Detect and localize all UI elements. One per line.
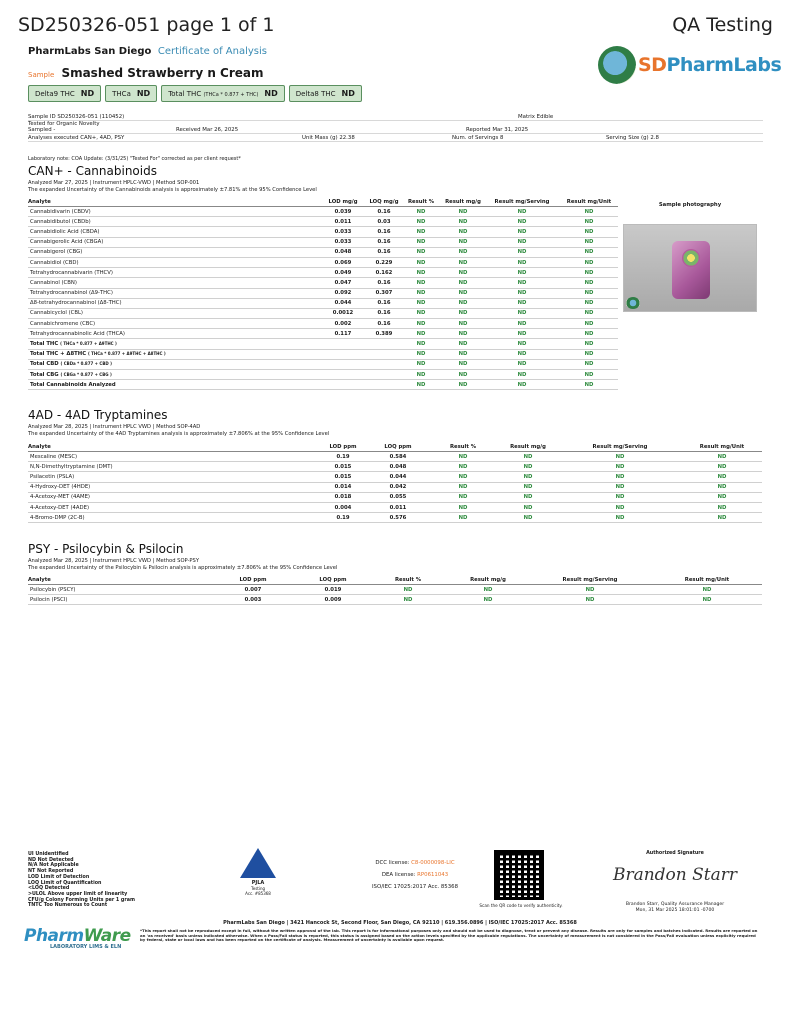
disclaimer: *This report shall not be reproduced except in full, without the written approval of the lab. This report is for informational purposes only and should not be used to diagnose, treat or prevent any disease. Results are only for samples and batches indicated. Results are reported on an 'as received' basis unless indicated otherwise. When a Pass/Fail status is reported, this status is assigned based on the action levels specified by the applicable regulations. The uncertainty of measurement is not considered in the Pass/Fail evaluation unless explicitly required by federal, state or local laws and has been reported on the certificate of analysis. Measurement of uncertainty is available upon request.: [140, 928, 758, 943]
result-mgunit-cell: ND: [560, 207, 618, 217]
result-mgserving-cell: ND: [484, 247, 560, 257]
result-mgserving-cell: ND: [484, 359, 560, 369]
legend-item: LOQ Limit of Quantification: [28, 880, 102, 886]
result-mgunit-cell: ND: [560, 288, 618, 298]
analyte-cell: Psilocin (PSCI): [28, 595, 208, 605]
cannabinoids-table: [28, 198, 618, 390]
result-mgserving-cell: ND: [484, 329, 560, 339]
loq-cell: 0.019: [298, 585, 368, 595]
result-mgunit-cell: ND: [560, 227, 618, 237]
analyte-cell: Tetrahydrocannabinol (Δ9-THC): [28, 288, 318, 298]
dea-license: RP0611043: [417, 872, 449, 878]
table-header-row: [28, 198, 618, 207]
matrix: Matrix Edible: [518, 113, 554, 120]
result-mgunit-cell: ND: [560, 329, 618, 339]
result-mgunit-cell: ND: [560, 257, 618, 267]
loq-cell: 0.307: [368, 288, 400, 298]
result-pct-cell: ND: [428, 482, 498, 492]
total-row: [28, 370, 618, 380]
result-mgserving-cell: ND: [558, 452, 682, 462]
legend-item: >ULOL Above upper limit of linearity: [28, 891, 128, 897]
result-pct-cell: ND: [428, 472, 498, 482]
psilocybin-section-title: PSY - Psilocybin & Psilocin: [28, 542, 184, 556]
table-row: [28, 257, 618, 267]
badge-delta9-thc: Delta9 THC ND: [28, 85, 101, 102]
result-mgg-cell: ND: [498, 513, 558, 523]
logo-prefix: SD: [638, 54, 667, 76]
result-mgunit-cell: ND: [652, 595, 762, 605]
abbreviation-legend: [28, 852, 135, 909]
lod-cell: 0.092: [318, 288, 368, 298]
legend-item: <LOQ Detected: [28, 886, 70, 892]
tested-for: Tested for Organic Novelty: [28, 121, 100, 128]
result-pct-cell: ND: [400, 298, 442, 308]
pjla-accreditation: PJLA Testing Acc. #85368: [232, 848, 284, 906]
watermark-logo-icon: [626, 297, 640, 309]
result-mgserving-cell: ND: [484, 339, 560, 349]
analyte-cell: Total CBG ( CBGa * 0.877 + CBG ): [28, 370, 318, 380]
lod-cell: 0.069: [318, 257, 368, 267]
lab-name-line: [28, 46, 267, 57]
result-mgg-cell: ND: [498, 502, 558, 512]
result-mgunit-cell: ND: [682, 492, 762, 502]
result-pct-cell: ND: [428, 452, 498, 462]
psilocybin-uncertainty: The expanded Uncertainty of the Psilocybin & Psilocin analysis is approximately ±7.806% at the 95% Confidence Level: [28, 565, 338, 571]
signature: Brandon Starr: [612, 865, 738, 885]
result-pct-cell: ND: [368, 595, 448, 605]
result-mgg-cell: ND: [448, 585, 528, 595]
result-mgserving-cell: ND: [484, 278, 560, 288]
lod-cell: 0.049: [318, 268, 368, 278]
table-row: [28, 595, 762, 605]
table-row: [28, 247, 618, 257]
lod-cell: 0.19: [318, 452, 368, 462]
table-row: [28, 329, 618, 339]
loq-cell: 0.009: [298, 595, 368, 605]
sampled: Sampled -: [28, 127, 56, 134]
result-mgunit-cell: ND: [682, 502, 762, 512]
lod-cell: 0.048: [318, 247, 368, 257]
result-pct-cell: ND: [400, 288, 442, 298]
dcc-license: C8-0000098-LIC: [411, 860, 455, 866]
table-row: [28, 207, 618, 217]
table-row: [28, 227, 618, 237]
total-row: [28, 359, 618, 369]
result-mgg-cell: ND: [442, 380, 484, 390]
qr-caption: Scan the QR code to verify authenticity.: [479, 903, 563, 908]
result-mgserving-cell: ND: [558, 502, 682, 512]
serving-size: Serving Size (g) 2.8: [606, 134, 659, 141]
legend-item: NT Not Reported: [28, 869, 74, 875]
result-mgg-cell: ND: [442, 237, 484, 247]
lod-cell: 0.018: [318, 492, 368, 502]
result-mgunit-cell: ND: [560, 339, 618, 349]
badge-thca: THCa ND: [105, 85, 157, 102]
loq-cell: 0.576: [368, 513, 428, 523]
result-mgunit-cell: ND: [682, 462, 762, 472]
result-mgserving-cell: ND: [558, 472, 682, 482]
analyte-cell: Total CBD ( CBDa * 0.877 + CBD ): [28, 359, 318, 369]
table-row: [28, 513, 762, 523]
result-mgserving-cell: ND: [558, 492, 682, 502]
result-mgunit-cell: ND: [560, 370, 618, 380]
signatory: Brandon Starr, Quality Assurance Manager Mon, 31 Mar 2025 18:01:01 -0700: [625, 902, 725, 913]
analyte-cell: Psilocybin (PSCY): [28, 585, 208, 595]
legend-item: UI Unidentified: [28, 852, 69, 857]
legend-item: N/A Not Applicable: [28, 863, 79, 869]
col-result-mgunit: Result mg/Unit: [560, 198, 618, 207]
analyte-cell: Total Cannabinoids Analyzed: [28, 380, 318, 390]
total-row: [28, 380, 618, 390]
table-row: [28, 308, 618, 318]
sample-line: [28, 66, 264, 80]
table-row: [28, 217, 618, 227]
result-mgserving-cell: ND: [484, 207, 560, 217]
analyte-cell: Cannabigerol (CBG): [28, 247, 318, 257]
result-mgg-cell: ND: [498, 462, 558, 472]
unit-mass: Unit Mass (g) 22.38: [302, 134, 355, 141]
analyte-cell: Tetrahydrocannabivarin (THCV): [28, 268, 318, 278]
lod-cell: 0.007: [208, 585, 298, 595]
loq-cell: 0.162: [368, 268, 400, 278]
col-analyte: Analyte: [28, 198, 318, 207]
loq-cell: 0.044: [368, 472, 428, 482]
result-mgg-cell: ND: [442, 329, 484, 339]
tryptamines-meta: [28, 424, 329, 438]
sample-photo: [623, 224, 757, 312]
loq-cell: 0.042: [368, 482, 428, 492]
psilocybin-analyzed: Analyzed Mar 28, 2025 | Instrument HPLC VWD | Method SOP-PSY: [28, 558, 200, 564]
result-mgg-cell: ND: [442, 298, 484, 308]
total-row: [28, 339, 618, 349]
tryptamines-section-title: 4AD - 4AD Tryptamines: [28, 408, 168, 422]
result-mgg-cell: ND: [498, 472, 558, 482]
table-row: [28, 268, 618, 278]
loq-cell: 0.011: [368, 502, 428, 512]
lod-cell: 0.033: [318, 237, 368, 247]
result-mgunit-cell: ND: [560, 349, 618, 359]
result-mgg-cell: ND: [442, 207, 484, 217]
analyte-cell: Cannabidiolic Acid (CBDA): [28, 227, 318, 237]
can-meta: [28, 180, 317, 194]
loq-cell: 0.16: [368, 308, 400, 318]
result-mgg-cell: ND: [442, 257, 484, 267]
result-mgserving-cell: ND: [484, 237, 560, 247]
analyte-cell: Mescaline (MESC): [28, 452, 318, 462]
col-loq: LOQ mg/g: [369, 199, 399, 205]
lod-cell: 0.011: [318, 217, 368, 227]
analyte-cell: Psilacetin (PSLA): [28, 472, 318, 482]
sample-info: [28, 113, 763, 142]
analyte-cell: 4-Acetoxy-DET (4ADE): [28, 502, 318, 512]
loq-cell: 0.229: [368, 257, 400, 267]
can-uncertainty: The expanded Uncertainty of the Cannabinoids analysis is approximately ±7.81% at the 95% Confidence Level: [28, 187, 317, 193]
result-pct-cell: ND: [400, 339, 442, 349]
analyte-cell: Cannabidivarin (CBDV): [28, 207, 318, 217]
analyte-cell: Tetrahydrocannabinolic Acid (THCA): [28, 329, 318, 339]
iso-accreditation: ISO/IEC 17025:2017 Acc. 85368: [371, 884, 459, 890]
lod-cell: 0.033: [318, 227, 368, 237]
lod-cell: 0.015: [318, 472, 368, 482]
psilocybin-table: [28, 576, 762, 605]
result-pct-cell: ND: [400, 329, 442, 339]
result-mgg-cell: ND: [442, 339, 484, 349]
legend-item: CFU/g Colony Forming Units per 1 gram: [28, 897, 135, 903]
result-mgg-cell: ND: [442, 247, 484, 257]
result-mgserving-cell: ND: [484, 257, 560, 267]
result-mgunit-cell: ND: [682, 452, 762, 462]
loq-cell: 0.03: [368, 217, 400, 227]
result-pct-cell: ND: [400, 308, 442, 318]
loq-cell: 0.16: [368, 207, 400, 217]
result-mgserving-cell: ND: [484, 298, 560, 308]
table-row: [28, 585, 762, 595]
result-pct-cell: ND: [368, 585, 448, 595]
result-mgg-cell: ND: [448, 595, 528, 605]
badge-total-thc: Total THC (THCa * 0.877 + THC) ND: [161, 85, 285, 102]
package-label-image: [682, 249, 700, 267]
table-header-row: Analyte LOD ppm LOQ ppm Result % Result mg/g Result mg/Serving Result mg/Unit: [28, 576, 762, 585]
result-pct-cell: ND: [400, 370, 442, 380]
result-mgserving-cell: ND: [484, 349, 560, 359]
lod-cell: 0.047: [318, 278, 368, 288]
result-pct-cell: ND: [400, 380, 442, 390]
sample-photography-label: Sample photography: [658, 202, 722, 208]
result-mgserving-cell: ND: [484, 380, 560, 390]
col-lod: LOD mg/g: [318, 198, 368, 207]
analyte-cell: N,N-Dimethyltryptamine (DMT): [28, 462, 318, 472]
analyte-cell: Δ8-tetrahydrocannabinol (Δ8-THC): [28, 298, 318, 308]
analyte-cell: Cannabicyclol (CBL): [28, 308, 318, 318]
result-mgunit-cell: ND: [560, 278, 618, 288]
psilocybin-meta: [28, 558, 337, 572]
sample-id: Sample ID SD250326-051 (110452): [28, 113, 125, 120]
result-mgserving-cell: ND: [484, 288, 560, 298]
result-pct-cell: ND: [400, 278, 442, 288]
can-section-title: CAN+ - Cannabinoids: [28, 164, 157, 178]
can-analyzed: Analyzed Mar 27, 2025 | Instrument HPLC-VWD | Method SOP-001: [28, 180, 200, 186]
result-mgg-cell: ND: [442, 217, 484, 227]
result-mgserving-cell: ND: [558, 513, 682, 523]
sdpharmlabs-logo: [598, 44, 782, 86]
table-row: [28, 482, 762, 492]
result-pct-cell: ND: [400, 217, 442, 227]
lab-name: PharmLabs San Diego: [28, 46, 152, 57]
result-mgserving-cell: ND: [484, 268, 560, 278]
analyte-cell: Cannabigerolic Acid (CBGA): [28, 237, 318, 247]
tryptamines-analyzed: Analyzed Mar 28, 2025 | Instrument HPLC VWD | Method SOP-4AD: [28, 424, 201, 430]
license-block: DCC license: C8-0000098-LIC DEA license: RP0611043 ISO/IEC 17025:2017 Acc. 85368: [350, 857, 480, 893]
result-mgserving-cell: ND: [558, 462, 682, 472]
loq-cell: 0.16: [368, 319, 400, 329]
result-pct-cell: ND: [400, 237, 442, 247]
result-mgserving-cell: ND: [558, 482, 682, 492]
lod-cell: 0.19: [318, 513, 368, 523]
result-mgg-cell: ND: [442, 370, 484, 380]
table-row: [28, 492, 762, 502]
loq-cell: 0.584: [368, 452, 428, 462]
result-pct-cell: ND: [400, 207, 442, 217]
loq-cell: 0.16: [368, 298, 400, 308]
verification-qr-code[interactable]: [494, 850, 544, 900]
logo-text: PharmLabs: [666, 54, 782, 76]
col-result-mgserving: Result mg/Serving: [484, 198, 560, 207]
col-result-mgg: Result mg/g: [442, 198, 484, 207]
analyte-cell: Total THC + Δ8THC ( THCa * 0.877 + Δ9THC + Δ8THC ): [28, 349, 318, 359]
result-mgg-cell: ND: [442, 268, 484, 278]
result-mgg-cell: ND: [442, 359, 484, 369]
result-pct-cell: ND: [400, 349, 442, 359]
result-mgunit-cell: ND: [560, 247, 618, 257]
result-pct-cell: ND: [400, 268, 442, 278]
lod-cell: 0.044: [318, 298, 368, 308]
lod-cell: 0.004: [318, 502, 368, 512]
result-pct-cell: ND: [428, 502, 498, 512]
total-row: [28, 349, 618, 359]
result-pct-cell: ND: [428, 492, 498, 502]
pharmware-logo: PharmWare LABORATORY LIMS & ELN: [24, 926, 131, 950]
table-row: [28, 462, 762, 472]
result-mgg-cell: ND: [498, 492, 558, 502]
document-id: SD250326-051 page 1 of 1: [18, 14, 275, 36]
analyte-cell: 4-Hydroxy-DET (4HDE): [28, 482, 318, 492]
pjla-logo-icon: [240, 848, 276, 878]
tryptamines-table: [28, 443, 762, 523]
num-servings: Num. of Servings 8: [452, 134, 504, 141]
table-row: [28, 288, 618, 298]
laboratory-note: Laboratory note: COA Update: (3/31/25) "Tested For" corrected as per client request*: [28, 156, 241, 162]
analyses-executed: Analyses executed CAN+, 4AD, PSY: [28, 134, 125, 141]
table-row: [28, 237, 618, 247]
lod-cell: 0.002: [318, 319, 368, 329]
analyte-cell: Total THC ( THCa * 0.877 + Δ9THC ): [28, 339, 318, 349]
coa-label: Certificate of Analysis: [157, 46, 267, 57]
result-mgg-cell: ND: [442, 349, 484, 359]
signature-heading: Authorized Signature: [646, 851, 704, 856]
result-mgg-cell: ND: [442, 319, 484, 329]
result-mgunit-cell: ND: [560, 268, 618, 278]
sample-label: Sample: [28, 71, 55, 79]
result-mgg-cell: ND: [442, 278, 484, 288]
analyte-cell: Cannabinol (CBN): [28, 278, 318, 288]
loq-cell: 0.16: [368, 247, 400, 257]
result-pct-cell: ND: [400, 227, 442, 237]
loq-cell: 0.055: [368, 492, 428, 502]
loq-cell: 0.16: [368, 278, 400, 288]
result-mgunit-cell: ND: [560, 319, 618, 329]
result-mgunit-cell: ND: [652, 585, 762, 595]
loq-cell: 0.389: [368, 329, 400, 339]
result-mgg-cell: ND: [442, 288, 484, 298]
result-pct-cell: ND: [428, 462, 498, 472]
result-pct-cell: ND: [400, 319, 442, 329]
table-row: [28, 502, 762, 512]
result-mgunit-cell: ND: [560, 380, 618, 390]
result-mgserving-cell: ND: [484, 319, 560, 329]
table-row: [28, 298, 618, 308]
table-row: [28, 472, 762, 482]
loq-cell: 0.048: [368, 462, 428, 472]
top-bar: [18, 14, 773, 40]
sample-name: Smashed Strawberry n Cream: [61, 66, 264, 80]
result-pct-cell: ND: [400, 359, 442, 369]
analyte-cell: Cannabidiol (CBD): [28, 257, 318, 267]
qa-label: QA Testing: [672, 14, 773, 36]
badge-delta8-thc: Delta8 THC ND: [289, 85, 362, 102]
received: Received Mar 26, 2025: [176, 127, 239, 134]
lab-address: PharmLabs San Diego | 3421 Hancock St, Second Floor, San Diego, CA 92110 | 619.356.0896 | ISO/IEC 17025:2017 Acc. 85368: [223, 920, 577, 926]
lod-cell: 0.0012: [318, 308, 368, 318]
table-row: [28, 319, 618, 329]
result-mgunit-cell: ND: [560, 237, 618, 247]
result-mgunit-cell: ND: [560, 308, 618, 318]
result-mgunit-cell: ND: [682, 513, 762, 523]
result-mgserving-cell: ND: [484, 370, 560, 380]
result-pct-cell: ND: [428, 513, 498, 523]
reported: Reported Mar 31, 2025: [466, 127, 529, 134]
result-mgserving-cell: ND: [484, 308, 560, 318]
result-mgunit-cell: ND: [560, 217, 618, 227]
result-pct-cell: ND: [400, 247, 442, 257]
logo-disc-icon: [598, 46, 636, 84]
result-mgunit-cell: ND: [560, 298, 618, 308]
summary-badges: [28, 85, 362, 102]
lod-cell: 0.014: [318, 482, 368, 492]
legend-item: TNTC Too Numerous to Count: [28, 903, 108, 909]
result-mgg-cell: ND: [498, 482, 558, 492]
analyte-cell: 4-Bromo-DMP (2C-B): [28, 513, 318, 523]
table-row: [28, 278, 618, 288]
result-mgserving-cell: ND: [528, 585, 652, 595]
result-mgserving-cell: ND: [528, 595, 652, 605]
result-mgserving-cell: ND: [484, 227, 560, 237]
result-mgunit-cell: ND: [560, 359, 618, 369]
lod-cell: 0.039: [318, 207, 368, 217]
result-mgunit-cell: ND: [682, 482, 762, 492]
result-mgunit-cell: ND: [682, 472, 762, 482]
table-row: [28, 452, 762, 462]
loq-cell: 0.16: [368, 227, 400, 237]
lod-cell: 0.015: [318, 462, 368, 472]
analyte-cell: Cannabichromene (CBC): [28, 319, 318, 329]
legend-item: LOD Limit of Detection: [28, 874, 90, 880]
result-mgg-cell: ND: [442, 308, 484, 318]
result-pct-cell: ND: [400, 257, 442, 267]
result-mgserving-cell: ND: [484, 217, 560, 227]
result-mgg-cell: ND: [498, 452, 558, 462]
tryptamines-uncertainty: The expanded Uncertainty of the 4AD Tryptamines analysis is approximately ±7.806% at the 95% Confidence Level: [28, 431, 330, 437]
lod-cell: 0.003: [208, 595, 298, 605]
legend-item: ND Not Detected: [28, 857, 74, 863]
table-header-row: Analyte LOD ppm LOQ ppm Result % Result mg/g Result mg/Serving Result mg/Unit: [28, 443, 762, 452]
analyte-cell: Cannabidibutol (CBDb): [28, 217, 318, 227]
lod-cell: 0.117: [318, 329, 368, 339]
loq-cell: 0.16: [368, 237, 400, 247]
analyte-cell: 4-Acetoxy-MET (4AME): [28, 492, 318, 502]
col-result-pct: Result %: [400, 198, 442, 207]
result-mgg-cell: ND: [442, 227, 484, 237]
